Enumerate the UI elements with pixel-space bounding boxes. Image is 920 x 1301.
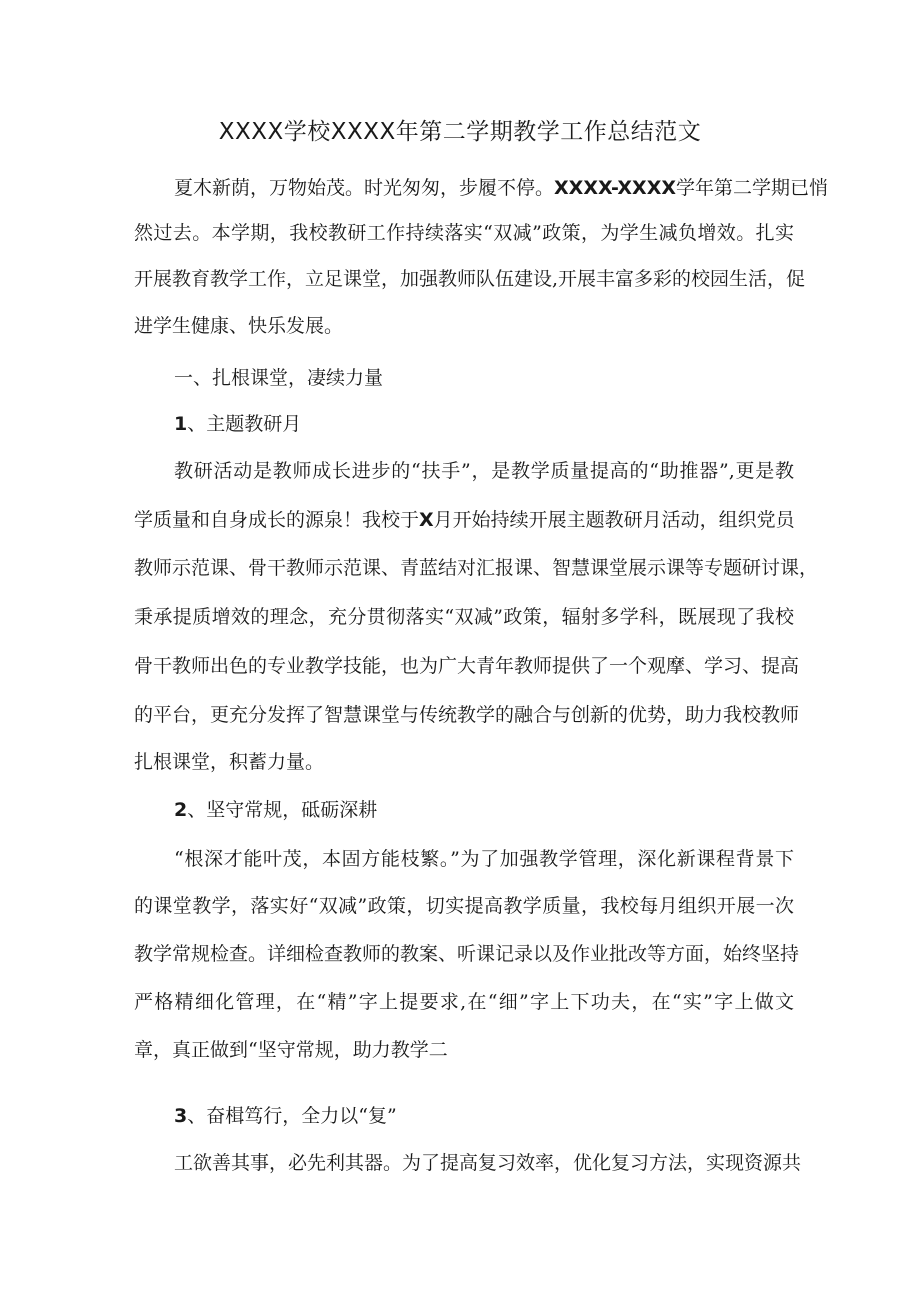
subheading-2: 2、坚守常规，砥砺深耕 — [174, 799, 378, 821]
p2-line-3: 教学常规检查。详细检查教师的教案、听课记录以及作业批改等方面，始终坚持 — [134, 943, 800, 965]
p1-line-1: 教研活动是教师成长进步的“扶手”，是教学质量提高的“助推器”,更是教 — [174, 460, 794, 482]
subheading-3: 3、奋楫笃行，全力以“复” — [174, 1105, 397, 1127]
document-title: XXXX学校XXXX年第二学期教学工作总结范文 — [218, 119, 702, 145]
p1-line-7: 扎根课堂，积蓄力量。 — [134, 751, 325, 773]
p2-line-2: 的课堂教学，落实好“双减”政策，切实提高教学质量，我校每月组织开展一次 — [134, 895, 794, 917]
p1-line-2: 学质量和自身成长的源泉！我校于X月开始持续开展主题教研月活动，组织党员 — [134, 509, 795, 531]
subheading-1: 1、主题教研月 — [174, 413, 302, 435]
intro-line-2: 然过去。本学期，我校教研工作持续落实“双减”政策，为学生减负增效。扎实 — [134, 222, 794, 244]
intro-line-4: 进学生健康、快乐发展。 — [134, 315, 344, 337]
p2-line-1: “根深才能叶茂，本固方能枝繁。”为了加强教学管理，深化新课程背景下 — [174, 848, 794, 870]
p3-line-1: 工欲善其事，必先利其器。为了提高复习效率，优化复习方法，实现资源共 — [174, 1152, 802, 1174]
p1-line-6: 的平台，更充分发挥了智慧课堂与传统教学的融合与创新的优势，助力我校教师 — [134, 704, 800, 726]
p2-line-4: 严格精细化管理，在“精”字上提要求,在“细”字上下功夫，在“实”字上做文 — [134, 991, 794, 1013]
section-heading: 一、扎根课堂，凄续力量 — [174, 367, 384, 389]
p1-line-4: 秉承提质增效的理念，充分贯彻落实“双减”政策，辐射多学科，既展现了我校 — [134, 606, 794, 628]
p2-line-5: 章，真正做到“坚守常规，助力教学二 — [134, 1039, 448, 1061]
intro-line-3: 开展教育教学工作，立足课堂，加强教师队伍建设,开展丰富多彩的校园生活，促 — [134, 268, 806, 290]
p1-line-5: 骨干教师出色的专业教学技能，也为广大青年教师提供了一个观摩、学习、提高 — [134, 655, 800, 677]
p1-line-3: 教师示范课、骨干教师示范课、青蓝结对汇报课、智慧课堂展示课等专题研讨课， — [134, 557, 819, 579]
intro-line-1: 夏木新荫，万物始茂。时光匆匆，步履不停。XXXX-XXXX学年第二学期已悄 — [174, 177, 829, 199]
